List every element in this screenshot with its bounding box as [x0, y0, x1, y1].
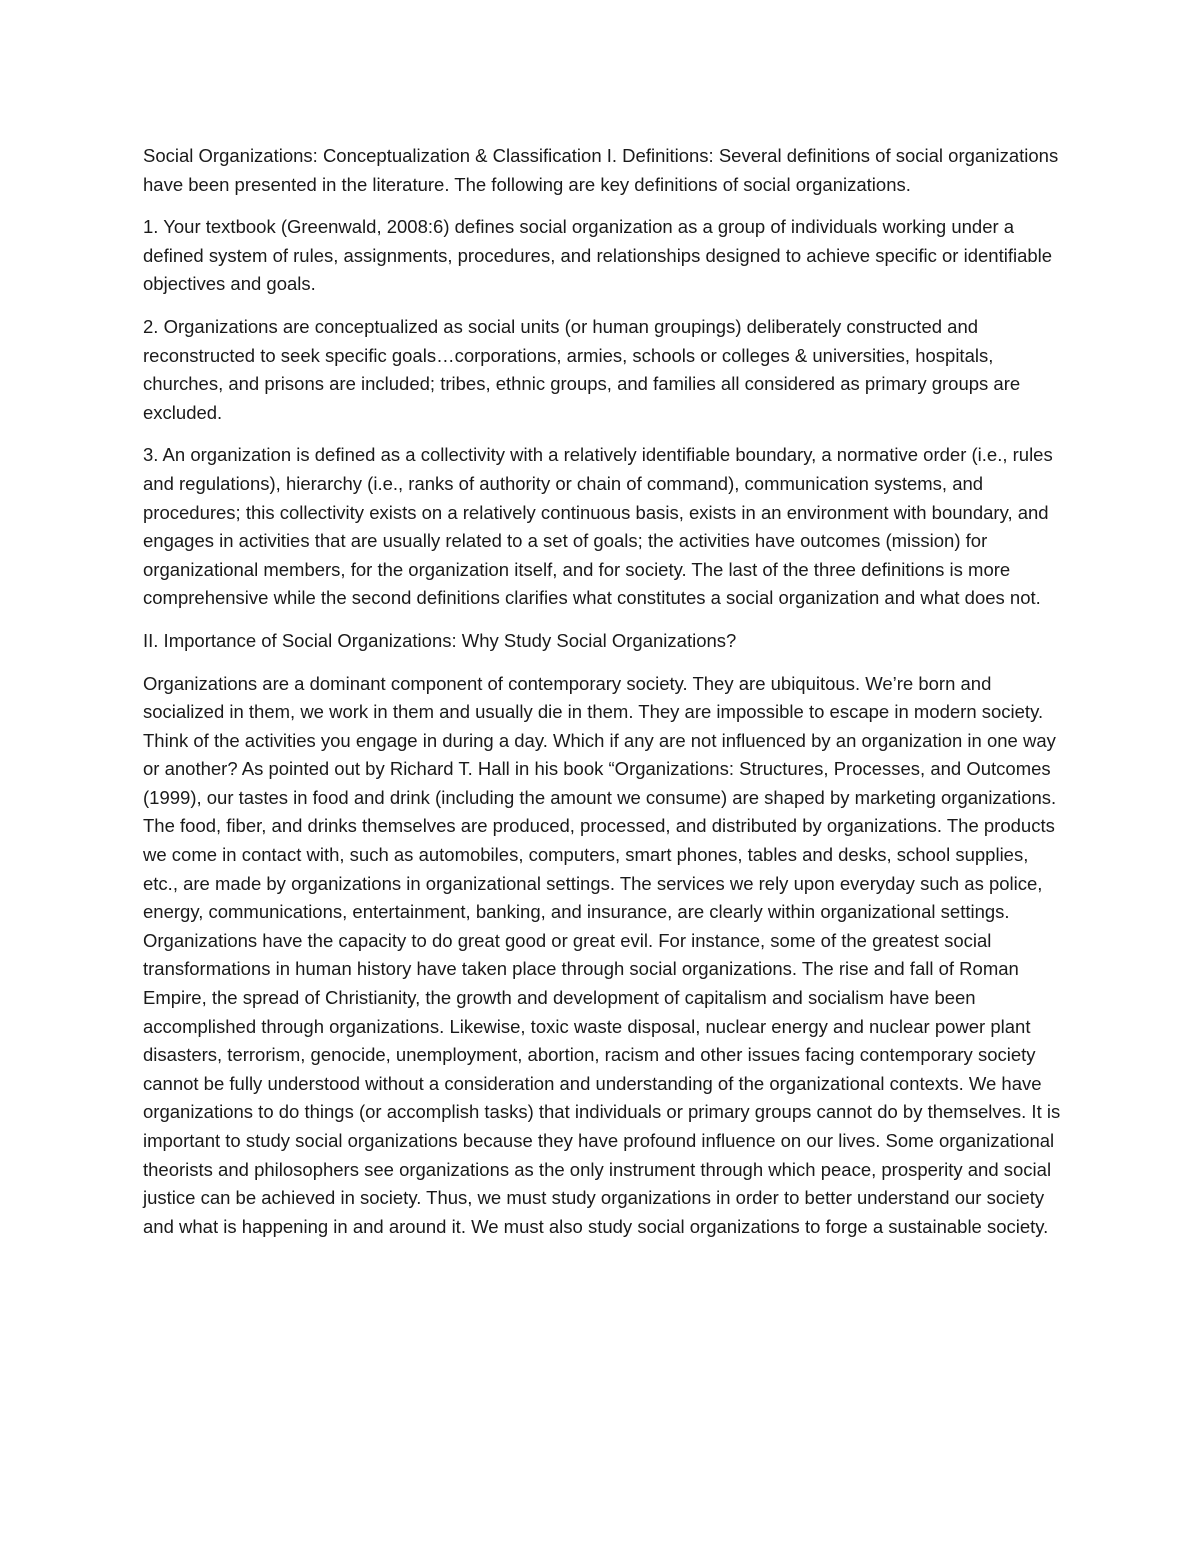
- definition-1-paragraph: 1. Your textbook (Greenwald, 2008:6) defines social organization as a group of individuals working under a defined system of rules, assignments, procedures, and relationships designed to achieve specific or identifiable objectives and goals.: [143, 216, 1053, 295]
- importance-paragraph: Organizations are a dominant component of contemporary society. They are ubiquitous. We’re born and socialized in them, we work in them and usually die in them. They are impossible to escape in modern society. Think of the activities you engage in during a day. Which if any are not influenced by an organization in one way or another? As pointed out by Richard T. Hall in his book “Organizations: Structures, Processes, and Outcomes (1999), our tastes in food and drink (including the amount we consume) are shaped by marketing organizations. The food, fiber, and drinks themselves are produced, processed, and distributed by organizations. The products we come in contact with, such as automobiles, computers, smart phones, tables and desks, school supplies, etc., are made by organizations in organizational settings. The services we rely upon everyday such as police, energy, communications, entertainment, banking, and insurance, are clearly within organizational settings. Organizations have the capacity to do great good or great evil. For instance, some of the greatest social transformations in human history have taken place through social organizations. The rise and fall of Roman Empire, the spread of Christianity, the growth and development of capitalism and socialism have been accomplished through organizations. Likewise, toxic waste disposal, nuclear energy and nuclear power plant disasters, terrorism, genocide, unemployment, abortion, racism and other issues facing contemporary society cannot be fully understood without a consideration and understanding of the organizational contexts. We have organizations to do things (or accomplish tasks) that individuals or primary groups cannot do by themselves. It is important to study social organizations because they have profound influence on our lives. Some organizational theorists and philosophers see organizations as the only instrument through which peace, prosperity and social justice can be achieved in society. Thus, we must study organizations in order to better understand our society and what is happening in and around it. We must also study social organizations to forge a sustainable society.: [143, 672, 1061, 1237]
- definition-3-paragraph: 3. An organization is defined as a collectivity with a relatively identifiable boundary, a normative order (i.e., rules and regulations), hierarchy (i.e., ranks of authority or chain of command), communication systems, and procedures; this collectivity exists on a relatively continuous basis, exists in an environment with boundary, and engages in activities that are usually related to a set of goals; the activities have outcomes (mission) for organizational members, for the organization itself, and for society. The last of the three definitions is more comprehensive while the second definitions clarifies what constitutes a social organization and what does not.: [143, 444, 1053, 609]
- definition-2-paragraph: 2. Organizations are conceptualized as social units (or human groupings) deliberately constructed and reconstructed to seek specific goals…corporations, armies, schools or colleges & universities, hospitals, churches, and prisons are included; tribes, ethnic groups, and families all considered as primary groups are excluded.: [143, 315, 1021, 423]
- document-body: [143, 142, 1068, 1255]
- section-heading: II. Importance of Social Organizations: Why Study Social Organizations?: [143, 629, 737, 651]
- intro-paragraph: Social Organizations: Conceptualization & Classification I. Definitions: Several definitions of social organizations have been presented in the literature. The following are key definitions of social organizations.: [143, 145, 1059, 195]
